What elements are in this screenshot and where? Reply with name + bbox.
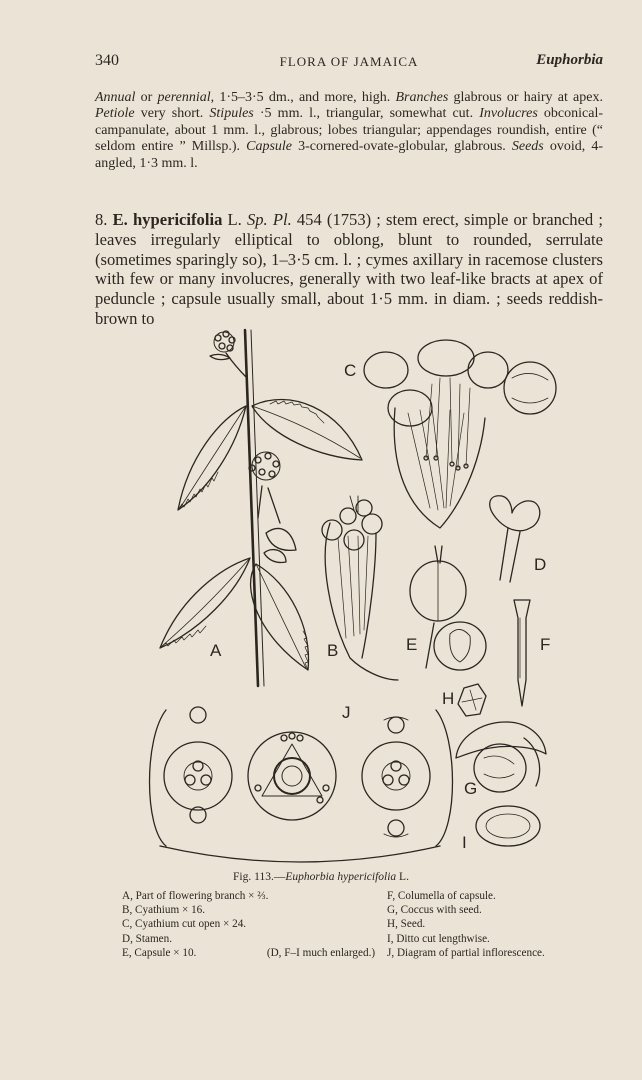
legend-item: B, Cyathium × 16. xyxy=(122,904,206,917)
legend-item: C, Cyathium cut open × 24. xyxy=(122,918,247,931)
label-d: D xyxy=(534,555,547,574)
species-name: E. hypericifolia xyxy=(112,210,223,229)
label-h: H xyxy=(442,689,455,708)
caption-species: Euphorbia hypericifolia xyxy=(285,871,397,883)
running-title: FLORA OF JAMAICA xyxy=(279,54,419,69)
term-annual: Annual xyxy=(95,90,136,105)
description-paragraph xyxy=(95,90,603,172)
text-span: , 1·5–3·5 dm., and more, high. xyxy=(210,90,396,105)
figure-caption xyxy=(0,871,642,883)
columella-drawing-f xyxy=(514,600,530,706)
label-c: C xyxy=(344,361,357,380)
term-seeds: Seeds xyxy=(511,139,544,155)
figure-illustration xyxy=(140,318,610,873)
legend-item: J, Diagram of partial inflorescence. xyxy=(387,946,545,959)
label-j: J xyxy=(342,703,351,722)
legend-item: A, Part of flowering branch × ⅔. xyxy=(122,890,269,902)
term-petiole: Petiole xyxy=(95,106,135,122)
caption-author: L. xyxy=(396,871,409,883)
text-span: 3-cornered-ovate-globular, glabrous. xyxy=(292,139,512,155)
seed-section-drawing-i xyxy=(476,806,540,846)
text-span: ·5 mm. l., triangular, somewhat cut. xyxy=(253,106,480,122)
legend-item: H, Seed. xyxy=(387,918,426,931)
species-number: 8. xyxy=(95,210,113,229)
label-b: B xyxy=(327,641,339,660)
seed-drawing-h xyxy=(458,684,486,716)
text-span: very short. xyxy=(134,106,210,122)
term-capsule: Capsule xyxy=(246,139,293,155)
capsule-drawing-e xyxy=(410,546,486,670)
label-a: A xyxy=(210,641,222,660)
term-branches: Branches xyxy=(395,90,449,105)
text-span: ovoid, 4-angled, 1·3 mm. l. xyxy=(95,139,603,171)
legend-item: F, Columella of capsule. xyxy=(387,890,496,902)
species-description: 454 (1753) ; stem erect, simple or branched ; leaves irregularly elliptical to oblong, blunt to rounded, serrulate (sometimes sparingly so), 1–3·5 cm. l. ; cymes axillary in racemose clusters with few or many involucres, generally with two leaf-like bracts at apex of peduncle ; capsule usually small, about 1·5 mm. in diam. ; seeds reddish-brown to xyxy=(95,210,603,328)
text-span: glabrous or hairy at apex. xyxy=(448,90,603,105)
page-number: 340 xyxy=(95,52,119,69)
page-header xyxy=(95,52,603,74)
term-perennial: perennial xyxy=(157,90,211,105)
inflorescence-diagram-j xyxy=(150,707,453,862)
legend-footnote: (D, F–I much enlarged.) xyxy=(266,947,376,959)
caption-prefix: Fig. 113.— xyxy=(233,871,286,883)
cyathium-drawing-c xyxy=(364,340,556,528)
publication-ref: Sp. Pl. xyxy=(246,210,292,229)
term-stipules: Stipules xyxy=(209,106,254,122)
species-paragraph xyxy=(95,210,603,329)
branch-drawing-a xyxy=(160,330,362,686)
stamen-drawing-d xyxy=(490,496,540,582)
term-involucres: Involucres xyxy=(479,106,538,122)
species-author: L. xyxy=(222,210,247,229)
text-span: or xyxy=(135,90,158,105)
label-e: E xyxy=(406,635,418,654)
legend-item: G, Coccus with seed. xyxy=(387,904,482,917)
label-f: F xyxy=(540,635,551,654)
legend-item: E, Capsule × 10. xyxy=(122,946,197,959)
label-i: I xyxy=(462,833,467,852)
genus-heading: Euphorbia xyxy=(536,52,603,68)
text-span: obconical-campanulate, about 1 mm. l., glabrous; lobes triangular; appendages roundish, entire (“ seldom entire ” Millsp.). xyxy=(95,106,603,155)
botanical-figure xyxy=(140,318,610,873)
legend-item: D, Stamen. xyxy=(122,932,173,945)
label-g: G xyxy=(464,779,478,798)
legend-item: I, Ditto cut lengthwise. xyxy=(387,932,490,945)
